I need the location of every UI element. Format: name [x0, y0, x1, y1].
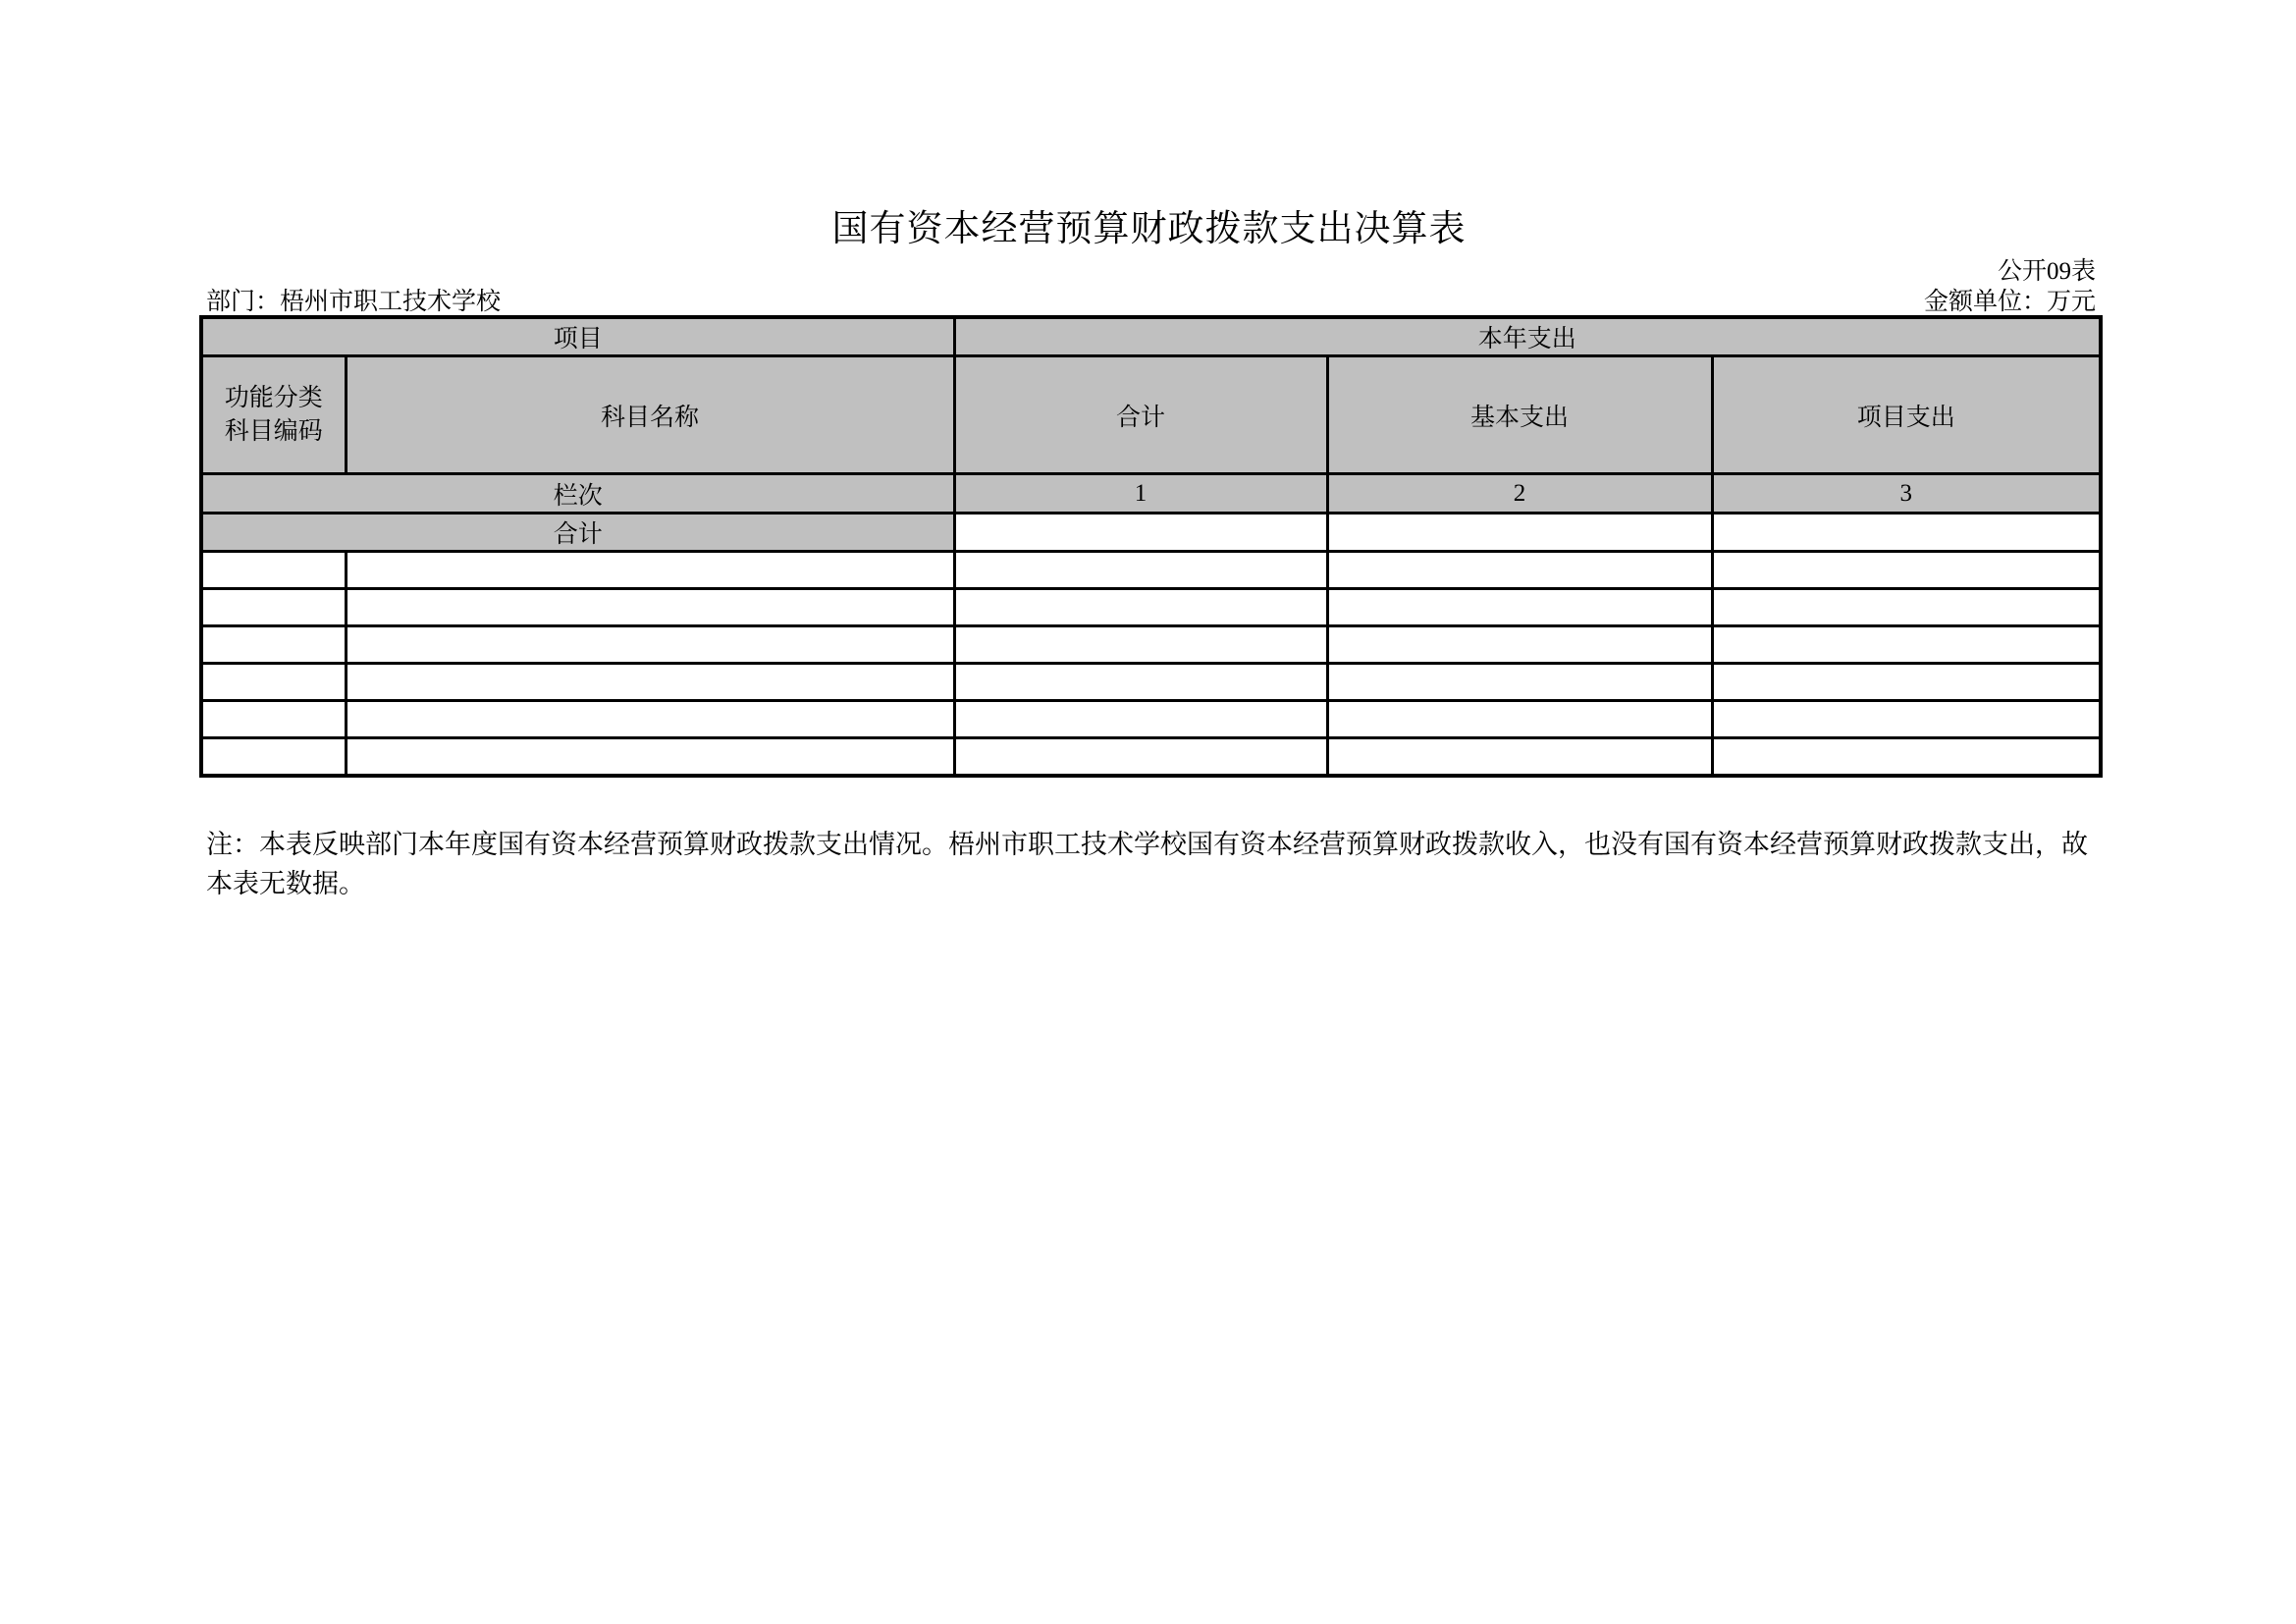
document-title: 国有资本经营预算财政拨款支出决算表	[831, 209, 1467, 249]
empty-cell	[201, 552, 346, 589]
total-row-basic-value	[1327, 514, 1712, 552]
col-header-function-code	[201, 356, 346, 474]
index-col-1: 1	[954, 474, 1327, 514]
empty-cell	[346, 701, 954, 738]
empty-cell	[201, 738, 346, 776]
empty-cell	[201, 701, 346, 738]
empty-cell	[346, 589, 954, 626]
column-header-row	[201, 356, 2101, 474]
empty-cell	[346, 664, 954, 701]
empty-cell	[1327, 701, 1712, 738]
empty-data-row	[201, 701, 2101, 738]
empty-cell	[201, 589, 346, 626]
empty-cell	[346, 626, 954, 664]
empty-cell	[1712, 589, 2101, 626]
empty-cell	[1712, 626, 2101, 664]
empty-cell	[954, 626, 1327, 664]
index-row-label: 栏次	[201, 474, 954, 514]
group-header-current-year-expenditure: 本年支出	[954, 317, 2101, 356]
empty-data-row	[201, 664, 2101, 701]
unit-label: 金额单位：万元	[1923, 289, 2096, 315]
empty-cell	[201, 664, 346, 701]
empty-cell	[1327, 589, 1712, 626]
col-header-function-code-line2: 科目编码	[224, 417, 323, 445]
empty-cell	[1712, 664, 2101, 701]
empty-cell	[201, 626, 346, 664]
group-header-row	[201, 317, 2101, 356]
meta-row	[206, 282, 2096, 317]
budget-expenditure-table	[199, 315, 2103, 778]
empty-cell	[954, 701, 1327, 738]
empty-data-row	[201, 589, 2101, 626]
form-code-label: 公开09表	[1997, 258, 2096, 285]
total-row	[201, 514, 2101, 552]
empty-cell	[1327, 626, 1712, 664]
col-header-project-expenditure: 项目支出	[1712, 356, 2101, 474]
group-header-project: 项目	[201, 317, 954, 356]
empty-cell	[1327, 552, 1712, 589]
note-text: 注：本表反映部门本年度国有资本经营预算财政拨款支出情况。梧州市职工技术学校国有资本经营预算财政拨款收入，也没有国有资本经营预算财政拨款支出，故本表无数据。	[206, 830, 2088, 898]
index-col-3: 3	[1712, 474, 2101, 514]
col-header-basic-expenditure: 基本支出	[1327, 356, 1712, 474]
empty-cell	[954, 738, 1327, 776]
empty-cell	[954, 589, 1327, 626]
empty-cell	[1327, 738, 1712, 776]
empty-cell	[346, 552, 954, 589]
empty-cell	[1712, 701, 2101, 738]
empty-cell	[1327, 664, 1712, 701]
department-label: 部门：梧州市职工技术学校	[206, 289, 502, 315]
empty-cell	[954, 552, 1327, 589]
total-row-total-value	[954, 514, 1327, 552]
empty-data-row	[201, 626, 2101, 664]
empty-cell	[1712, 552, 2101, 589]
total-row-project-value	[1712, 514, 2101, 552]
col-header-total: 合计	[954, 356, 1327, 474]
empty-cell	[1712, 738, 2101, 776]
column-index-row	[201, 474, 2101, 514]
col-header-subject-name: 科目名称	[346, 356, 954, 474]
index-col-2: 2	[1327, 474, 1712, 514]
empty-data-row	[201, 738, 2101, 776]
total-row-label: 合计	[201, 514, 954, 552]
col-header-function-code-line1: 功能分类	[224, 384, 323, 411]
empty-cell	[346, 738, 954, 776]
empty-cell	[954, 664, 1327, 701]
empty-data-row	[201, 552, 2101, 589]
